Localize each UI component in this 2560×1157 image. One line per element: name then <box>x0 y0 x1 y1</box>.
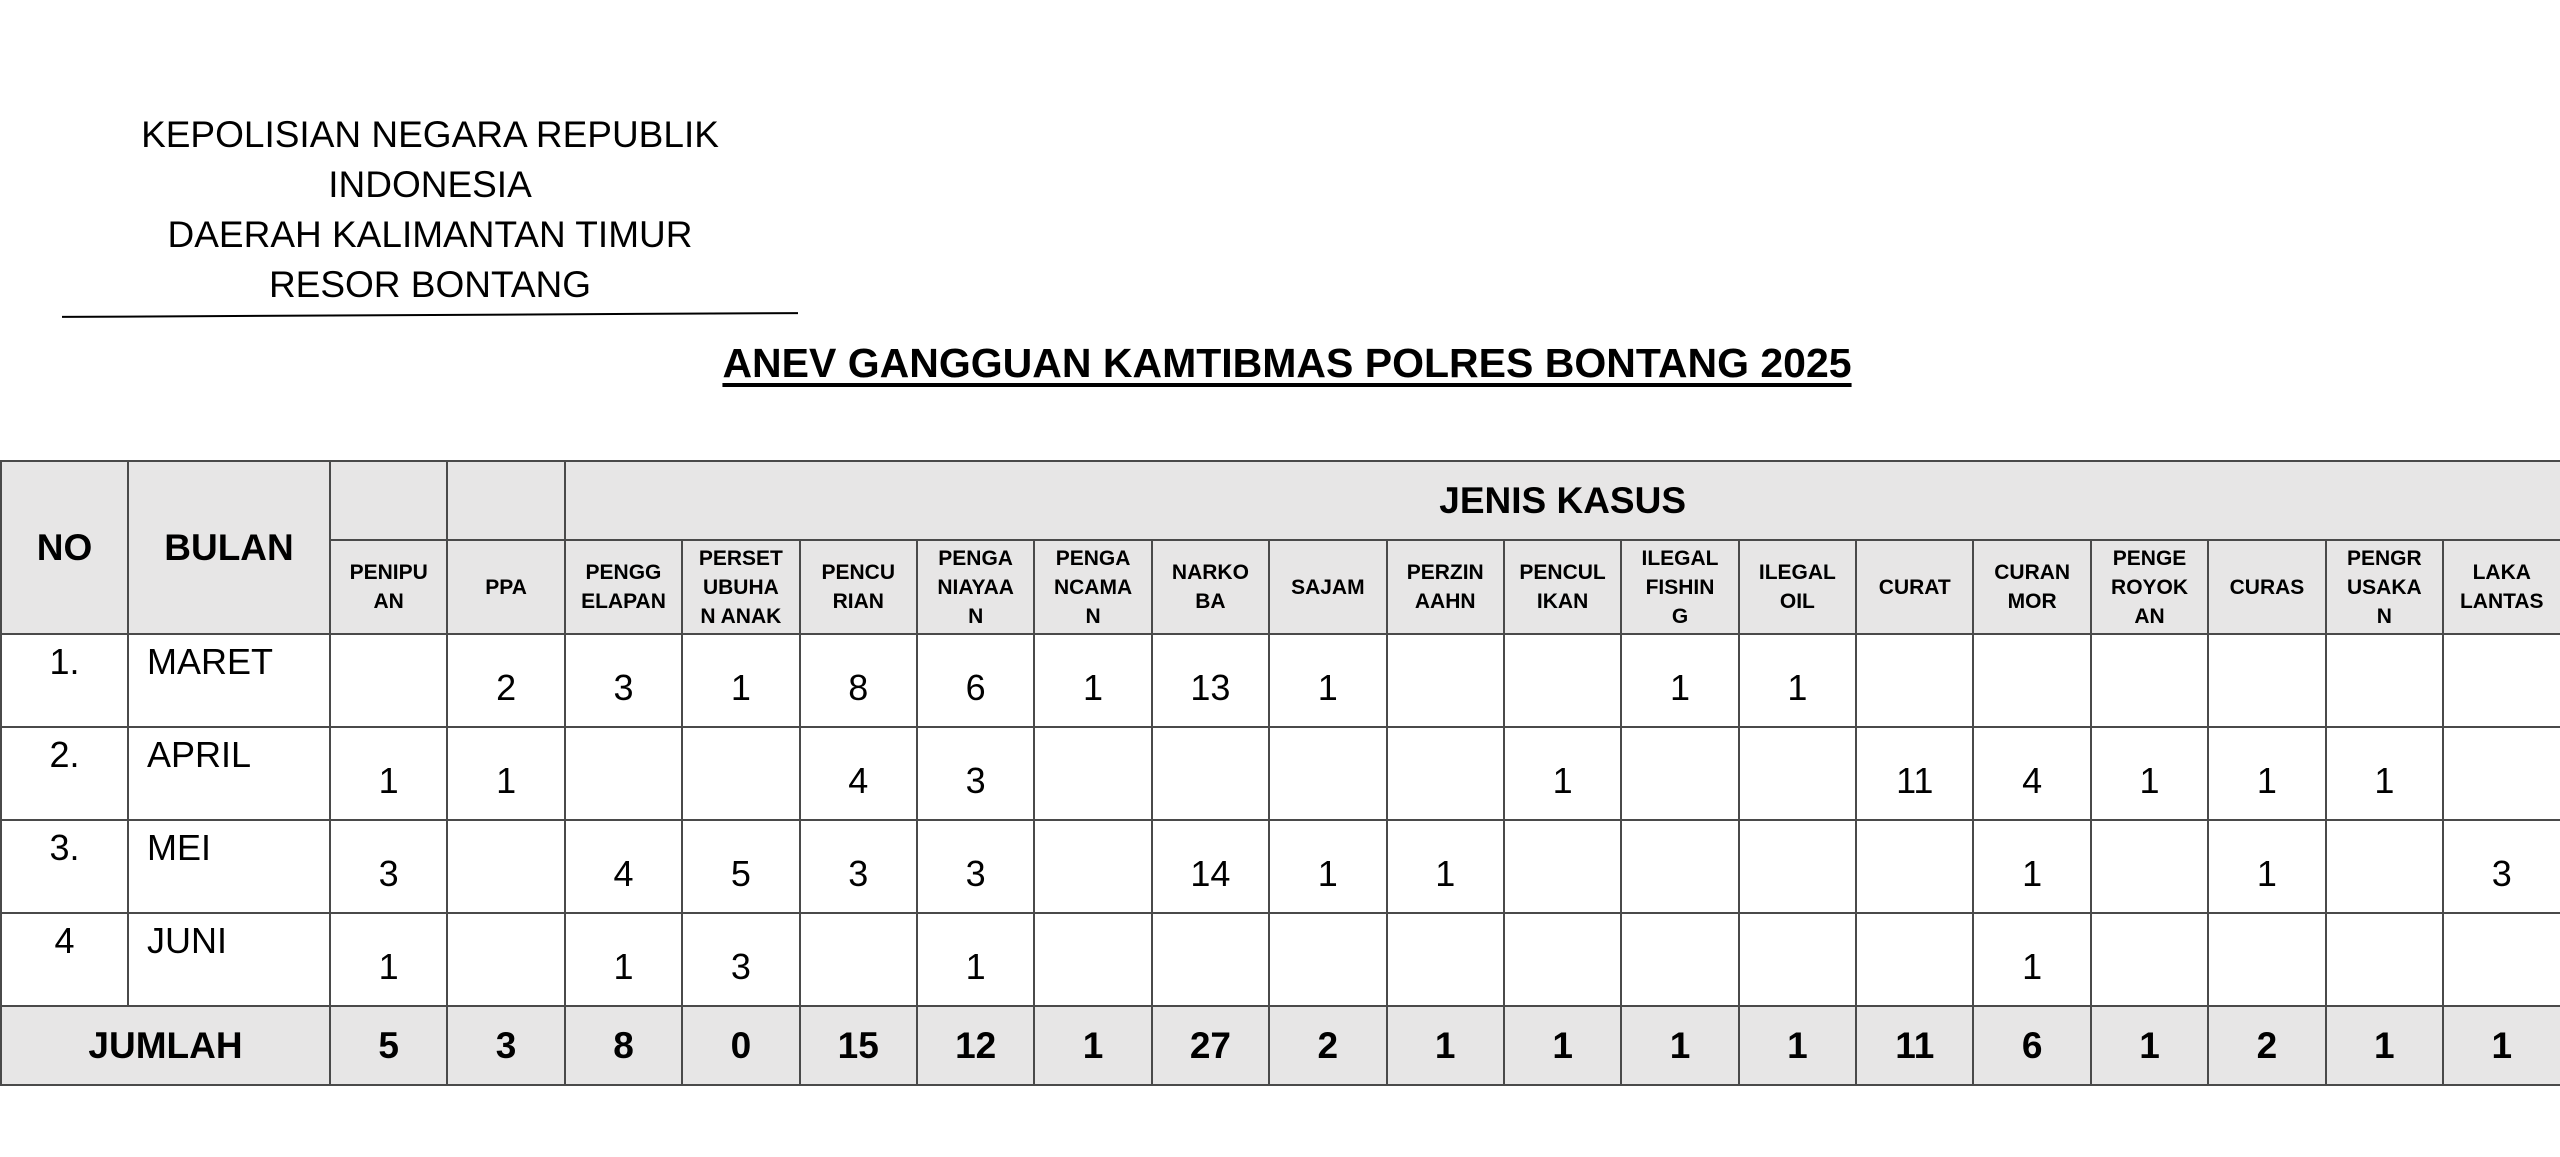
header-category-line: ELAPAN <box>581 590 666 613</box>
table-cell: 3 <box>682 913 799 1006</box>
table-cell <box>1034 820 1151 913</box>
table-cell: 1 <box>1034 634 1151 727</box>
table-cell <box>330 634 447 727</box>
letterhead-line-2: DAERAH KALIMANTAN TIMUR <box>167 214 693 255</box>
header-category-line: BA <box>1195 590 1226 613</box>
header-jenis-kasus: JENIS KASUS <box>565 461 2560 540</box>
header-category-line: CURAS <box>2229 575 2305 599</box>
table-cell <box>447 820 564 913</box>
header-category-line: N <box>2376 604 2392 628</box>
table-cell: 3 <box>330 820 447 913</box>
header-category-line: RIAN <box>832 590 884 613</box>
table-cell <box>2091 820 2208 913</box>
table-cell <box>2208 634 2325 727</box>
header-category-line: PERSET <box>698 546 783 570</box>
header-category <box>2326 540 2443 634</box>
header-category <box>1034 540 1151 634</box>
row-month: JUNI <box>128 913 330 1006</box>
header-category-line: LAKA <box>2472 561 2531 584</box>
table-cell <box>682 727 799 820</box>
header-category-line: N <box>1085 604 1101 628</box>
header-category-line: N ANAK <box>700 604 782 628</box>
header-bulan: BULAN <box>128 461 330 634</box>
table-cell: 1 <box>2091 727 2208 820</box>
table-cell <box>2091 913 2208 1006</box>
table-cell <box>2443 634 2560 727</box>
header-row-categories <box>1 540 2560 634</box>
table-cell <box>1034 727 1151 820</box>
table-cell <box>2326 820 2443 913</box>
letterhead-line-3: RESOR BONTANG <box>268 264 592 305</box>
header-blank-1 <box>330 461 447 540</box>
total-cell: 6 <box>1973 1006 2090 1085</box>
table-cell <box>1621 913 1738 1006</box>
header-category-line: MOR <box>2007 590 2057 613</box>
table-cell <box>2326 634 2443 727</box>
total-row <box>1 1006 2560 1085</box>
table-cell: 3 <box>565 634 682 727</box>
table-cell <box>1621 727 1738 820</box>
table-row <box>1 820 2560 913</box>
header-category-line: PENIPU <box>349 561 428 584</box>
table-row <box>1 913 2560 1006</box>
header-category-line: PENCU <box>821 561 896 584</box>
table-cell <box>2326 913 2443 1006</box>
table-cell: 3 <box>917 820 1034 913</box>
table-cell: 4 <box>800 727 917 820</box>
total-cell: 1 <box>2326 1006 2443 1085</box>
header-category <box>800 540 917 634</box>
table-cell: 1 <box>1621 634 1738 727</box>
table-cell: 1 <box>2326 727 2443 820</box>
table-row <box>1 727 2560 820</box>
table-cell: 1 <box>1269 634 1386 727</box>
header-category-line: PENGA <box>938 546 1013 570</box>
table-cell: 1 <box>565 913 682 1006</box>
header-category <box>1739 540 1856 634</box>
table-cell <box>1973 634 2090 727</box>
table-cell: 3 <box>2443 820 2560 913</box>
table-cell: 1 <box>2208 820 2325 913</box>
table-cell <box>1387 727 1504 820</box>
table-cell: 1 <box>330 913 447 1006</box>
row-number: 4 <box>1 913 128 1006</box>
table-cell: 3 <box>800 820 917 913</box>
header-category <box>1856 540 1973 634</box>
header-category <box>447 540 564 634</box>
header-category <box>1504 540 1621 634</box>
header-category <box>565 540 682 634</box>
table-cell <box>2443 913 2560 1006</box>
header-blank-2 <box>447 461 564 540</box>
header-category <box>2208 540 2325 634</box>
table-cell <box>1504 913 1621 1006</box>
header-category <box>917 540 1034 634</box>
table-cell: 5 <box>682 820 799 913</box>
header-category-line: NIAYAA <box>937 575 1014 599</box>
header-category <box>2091 540 2208 634</box>
total-cell: 12 <box>917 1006 1034 1085</box>
table-cell: 1 <box>917 913 1034 1006</box>
header-category-line: IKAN <box>1536 590 1589 613</box>
table-cell <box>565 727 682 820</box>
header-category <box>1152 540 1269 634</box>
case-table <box>0 460 2560 1086</box>
table-cell <box>800 913 917 1006</box>
header-category-line: PENCUL <box>1519 561 1606 584</box>
header-category-line: PENGG <box>585 561 662 584</box>
header-category-line: AN <box>2134 604 2165 628</box>
header-category <box>2443 540 2560 634</box>
table-cell: 1 <box>330 727 447 820</box>
header-category-line: NCAMA <box>1053 575 1133 599</box>
total-label: JUMLAH <box>1 1006 330 1085</box>
table-cell <box>2208 913 2325 1006</box>
table-cell: 13 <box>1152 634 1269 727</box>
table-cell: 1 <box>447 727 564 820</box>
header-category <box>1269 540 1386 634</box>
header-category-line: NARKO <box>1171 561 1249 584</box>
row-month: MEI <box>128 820 330 913</box>
table-cell: 1 <box>1973 913 2090 1006</box>
header-category-line: AAHN <box>1414 590 1476 613</box>
total-cell: 0 <box>682 1006 799 1085</box>
table-cell: 6 <box>917 634 1034 727</box>
table-cell <box>1856 634 1973 727</box>
table-cell: 1 <box>1504 727 1621 820</box>
header-category-line: PERZIN <box>1406 561 1484 584</box>
table-cell <box>2091 634 2208 727</box>
table-cell <box>1269 913 1386 1006</box>
table-cell <box>447 913 564 1006</box>
table-cell: 1 <box>682 634 799 727</box>
header-category-line: G <box>1671 604 1689 628</box>
table-cell <box>1856 913 1973 1006</box>
total-cell: 1 <box>1504 1006 1621 1085</box>
table-cell: 1 <box>1739 634 1856 727</box>
header-category-line: CURAT <box>1878 575 1951 599</box>
table-cell: 1 <box>1387 820 1504 913</box>
header-category-line: PPA <box>485 575 527 599</box>
header-category <box>330 540 447 634</box>
total-cell: 5 <box>330 1006 447 1085</box>
header-category-line: ILEGAL <box>1641 546 1719 570</box>
total-cell: 1 <box>1739 1006 1856 1085</box>
table-cell <box>1739 820 1856 913</box>
table-cell <box>1856 820 1973 913</box>
table-cell: 2 <box>447 634 564 727</box>
header-category-line: OIL <box>1779 590 1815 613</box>
table-cell <box>1739 913 1856 1006</box>
header-category-line: FISHIN <box>1645 575 1715 599</box>
total-cell: 2 <box>2208 1006 2325 1085</box>
header-category-line: PENGA <box>1055 546 1131 570</box>
table-row <box>1 634 2560 727</box>
table-cell: 1 <box>1269 820 1386 913</box>
header-no: NO <box>1 461 128 634</box>
table-cell: 11 <box>1856 727 1973 820</box>
header-category <box>1387 540 1504 634</box>
table-cell: 3 <box>917 727 1034 820</box>
total-cell: 1 <box>1621 1006 1738 1085</box>
table-cell <box>1034 913 1151 1006</box>
header-category <box>1621 540 1738 634</box>
header-category-line: PENGE <box>2112 546 2187 570</box>
row-number: 3. <box>1 820 128 913</box>
table-cell <box>2443 727 2560 820</box>
total-cell: 3 <box>447 1006 564 1085</box>
table-cell: 1 <box>2208 727 2325 820</box>
header-category-line: PENGR <box>2346 546 2422 570</box>
header-category-line: AN <box>373 590 404 613</box>
header-category <box>1973 540 2090 634</box>
total-cell: 1 <box>1387 1006 1504 1085</box>
total-cell: 1 <box>2443 1006 2560 1085</box>
row-number: 1. <box>1 634 128 727</box>
table-cell <box>1152 913 1269 1006</box>
document-title: ANEV GANGGUAN KAMTIBMAS POLRES BONTANG 2025 <box>722 340 1852 386</box>
header-category <box>682 540 799 634</box>
letterhead-line-1: KEPOLISIAN NEGARA REPUBLIK INDONESIA <box>141 114 719 205</box>
table-cell: 4 <box>565 820 682 913</box>
header-row-top <box>1 461 2560 540</box>
total-cell: 2 <box>1269 1006 1386 1085</box>
table-cell <box>1152 727 1269 820</box>
table-cell <box>1739 727 1856 820</box>
table-cell: 1 <box>1973 820 2090 913</box>
table-cell <box>1269 727 1386 820</box>
total-cell: 1 <box>1034 1006 1151 1085</box>
table-cell: 8 <box>800 634 917 727</box>
header-category-line: ILEGAL <box>1758 561 1836 584</box>
table-cell <box>1387 634 1504 727</box>
total-cell: 11 <box>1856 1006 1973 1085</box>
table-cell <box>1387 913 1504 1006</box>
table-cell <box>1504 634 1621 727</box>
header-category-line: SAJAM <box>1291 575 1365 599</box>
header-category-line: USAKA <box>2347 575 2422 599</box>
header-category-line: N <box>968 604 984 628</box>
total-cell: 15 <box>800 1006 917 1085</box>
table-cell <box>1621 820 1738 913</box>
header-category-line: ROYOK <box>2111 575 2189 599</box>
total-cell: 27 <box>1152 1006 1269 1085</box>
total-cell: 8 <box>565 1006 682 1085</box>
table-body <box>1 634 2560 1006</box>
row-number: 2. <box>1 727 128 820</box>
header-category-line: CURAN <box>1994 561 2071 584</box>
table-cell: 4 <box>1973 727 2090 820</box>
table-cell: 14 <box>1152 820 1269 913</box>
letterhead <box>62 110 798 316</box>
table-cell <box>1504 820 1621 913</box>
row-month: MARET <box>128 634 330 727</box>
header-category-line: UBUHA <box>702 575 779 599</box>
total-cell: 1 <box>2091 1006 2208 1085</box>
row-month: APRIL <box>128 727 330 820</box>
letterhead-rule <box>62 312 798 318</box>
header-category-line: LANTAS <box>2459 590 2544 613</box>
